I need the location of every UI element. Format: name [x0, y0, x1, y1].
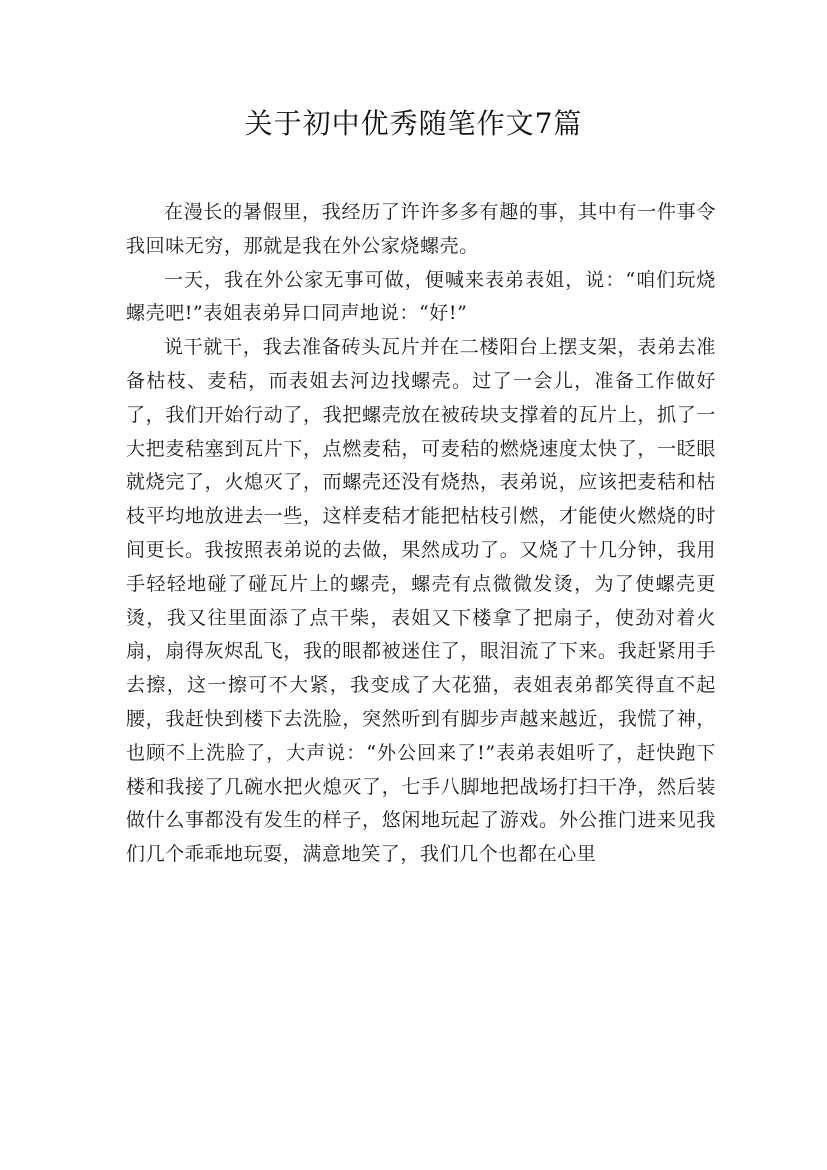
- paragraph-invitation: 一天，我在外公家无事可做，便喊来表弟表姐，说：“咱们玩烧螺壳吧!”表姐表弟异口同声地说：“好!”: [126, 268, 716, 325]
- paragraph-intro: 在漫长的暑假里，我经历了许许多多有趣的事，其中有一件事令我回味无穷，那就是我在外公家烧螺壳。: [126, 201, 716, 257]
- document-body: [126, 196, 716, 872]
- document-title: 关于初中优秀随笔作文7篇: [244, 107, 583, 140]
- paragraph-story: 说干就干，我去准备砖头瓦片并在二楼阳台上摆支架，表弟去准备枯枝、麦秸，而表姐去河边找螺壳。过了一会儿，准备工作做好了，我们开始行动了，我把螺壳放在被砖块支撑着的瓦片上，抓了一大把麦秸塞到瓦片下，点燃麦秸，可麦秸的燃烧速度太快了，一眨眼就烧完了，火熄灭了，而螺壳还没有烧热，表弟说，应该把麦秸和枯枝平均地放进去一些，这样麦秸才能把枯枝引燃，才能使火燃烧的时间更长。我按照表弟说的去做，果然成功了。又烧了十几分钟，我用手轻轻地碰了碰瓦片上的螺壳，螺壳有点微微发烫，为了使螺壳更烫，我又往里面添了点干柴，表姐又下楼拿了把扇子，使劲对着火扇，扇得灰烬乱飞，我的眼都被迷住了，眼泪流了下来。我赶紧用手去擦，这一擦可不大紧，我变成了大花猫，表姐表弟都笑得直不起腰，我赶快到楼下去洗脸，突然听到有脚步声越来越近，我慌了神，也顾不上洗脸了，大声说：“外公回来了!”表弟表姐听了，赶快跑下楼和我接了几碗水把火熄灭了，七手八脚地把战场打扫干净，然后装做什么事都没有发生的样子，悠闲地玩起了游戏。外公推门进来见我们几个乖乖地玩耍，满意地笑了，我们几个也都在心里: [126, 336, 716, 866]
